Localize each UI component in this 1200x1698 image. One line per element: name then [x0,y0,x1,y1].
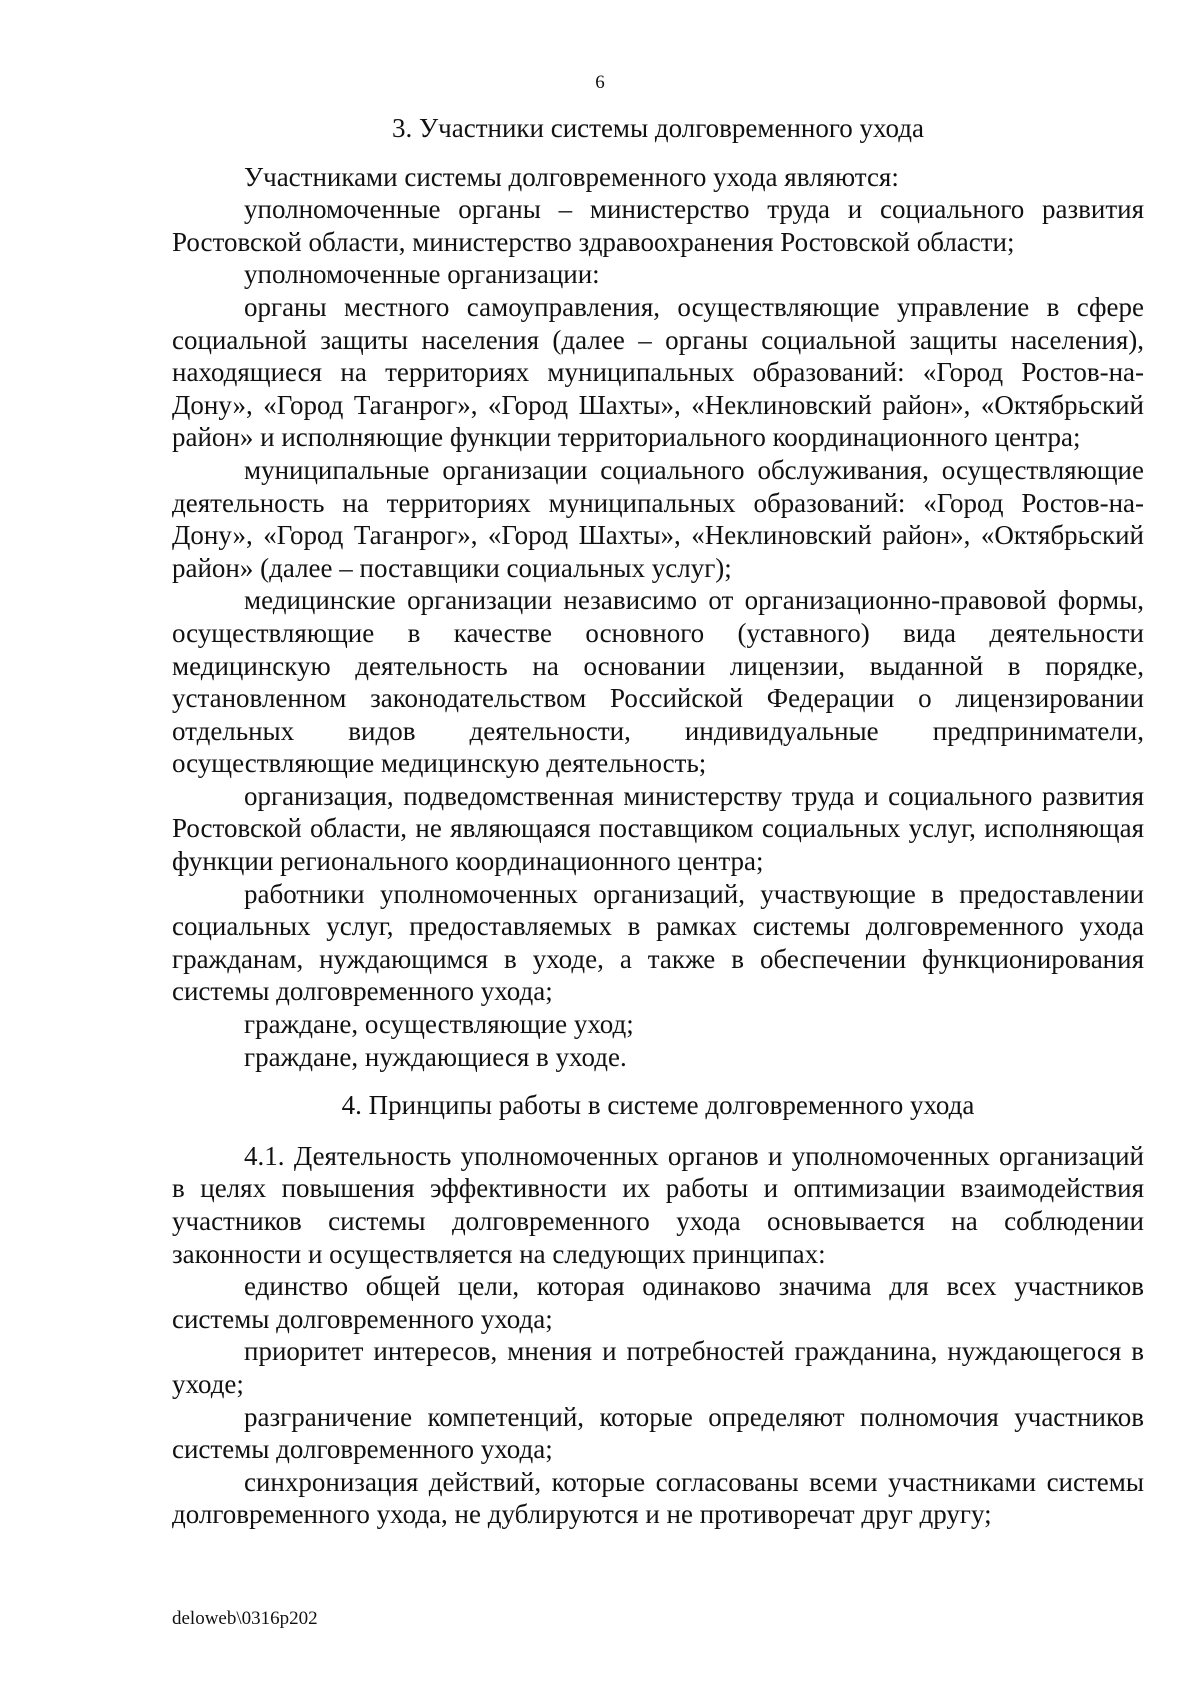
paragraph: работники уполномоченных организаций, участвующие в предоставлении социальных услуг, предоставляемых в рамках системы долговременного ухода гражданам, нуждающимся в уходе, а также в обеспечении функционирования системы долговременного ухода; [172,878,1144,1007]
paragraph: приоритет интересов, мнения и потребностей гражданина, нуждающегося в уходе; [172,1336,1144,1399]
paragraph: синхронизация действий, которые согласованы всеми участниками системы долговременного ухода, не дублируются и не противоречат друг другу; [172,1466,1144,1530]
paragraph: муниципальные организации социального обслуживания, осуществляющие деятельность на территориях муниципальных образований: «Город Ростов-на-Дону», «Город Таганрог», «Город Шахты», «Неклиновский район», «Октябрьский район» (далее – поставщики социальных услуг); [172,454,1144,583]
paragraph: граждане, осуществляющие уход; [244,1009,634,1040]
paragraph: уполномоченные органы – министерство труда и социального развития Ростовской области, министерство здравоохранения Ростовской области; [172,194,1144,257]
paragraph: Участниками системы долговременного ухода являются: [244,161,899,192]
paragraph: единство общей цели, которая одинаково значима для всех участников системы долговременного ухода; [172,1271,1144,1334]
paragraph: медицинские организации независимо от организационно-правовой формы, осуществляющие в качестве основного (уставного) вида деятельности медицинскую деятельность на основании лицензии, выданной в порядке, установленном законодательством Российской Федерации о лицензировании отдельных видов деятельности, индивидуальные предприниматели, осуществляющие медицинскую деятельность; [172,585,1144,779]
paragraph: граждане, нуждающиеся в уходе. [244,1041,627,1072]
page-number: 6 [595,72,605,93]
document-footer-code: deloweb\0316p202 [172,1608,318,1629]
paragraph: органы местного самоуправления, осуществляющие управление в сфере социальной защиты населения (далее – органы социальной защиты населения), находящиеся на территориях муниципальных образований: «Город Ростов-на-Дону», «Город Таганрог», «Город Шахты», «Неклиновский район», «Октябрьский район» и исполняющие функции территориального координационного центра; [172,291,1144,453]
paragraph: уполномоченные организации: [244,259,600,290]
section-3-title: 3. Участники системы долговременного ухода [392,113,924,143]
paragraph: 4.1. Деятельность уполномоченных органов и уполномоченных организаций в целях повышения эффективности их работы и оптимизации взаимодействия участников системы долговременного ухода основывается на соблюдении законности и осуществляется на следующих принципах: [172,1140,1144,1269]
paragraph: организация, подведомственная министерству труда и социального развития Ростовской области, не являющаяся поставщиком социальных услуг, исполняющая функции регионального координационного центра; [172,780,1144,877]
paragraph: разграничение компетенций, которые определяют полномочия участников системы долговременного ухода; [172,1401,1144,1465]
document-body [172,112,1144,1531]
section-4-title: 4. Принципы работы в системе долговременного ухода [341,1090,975,1121]
